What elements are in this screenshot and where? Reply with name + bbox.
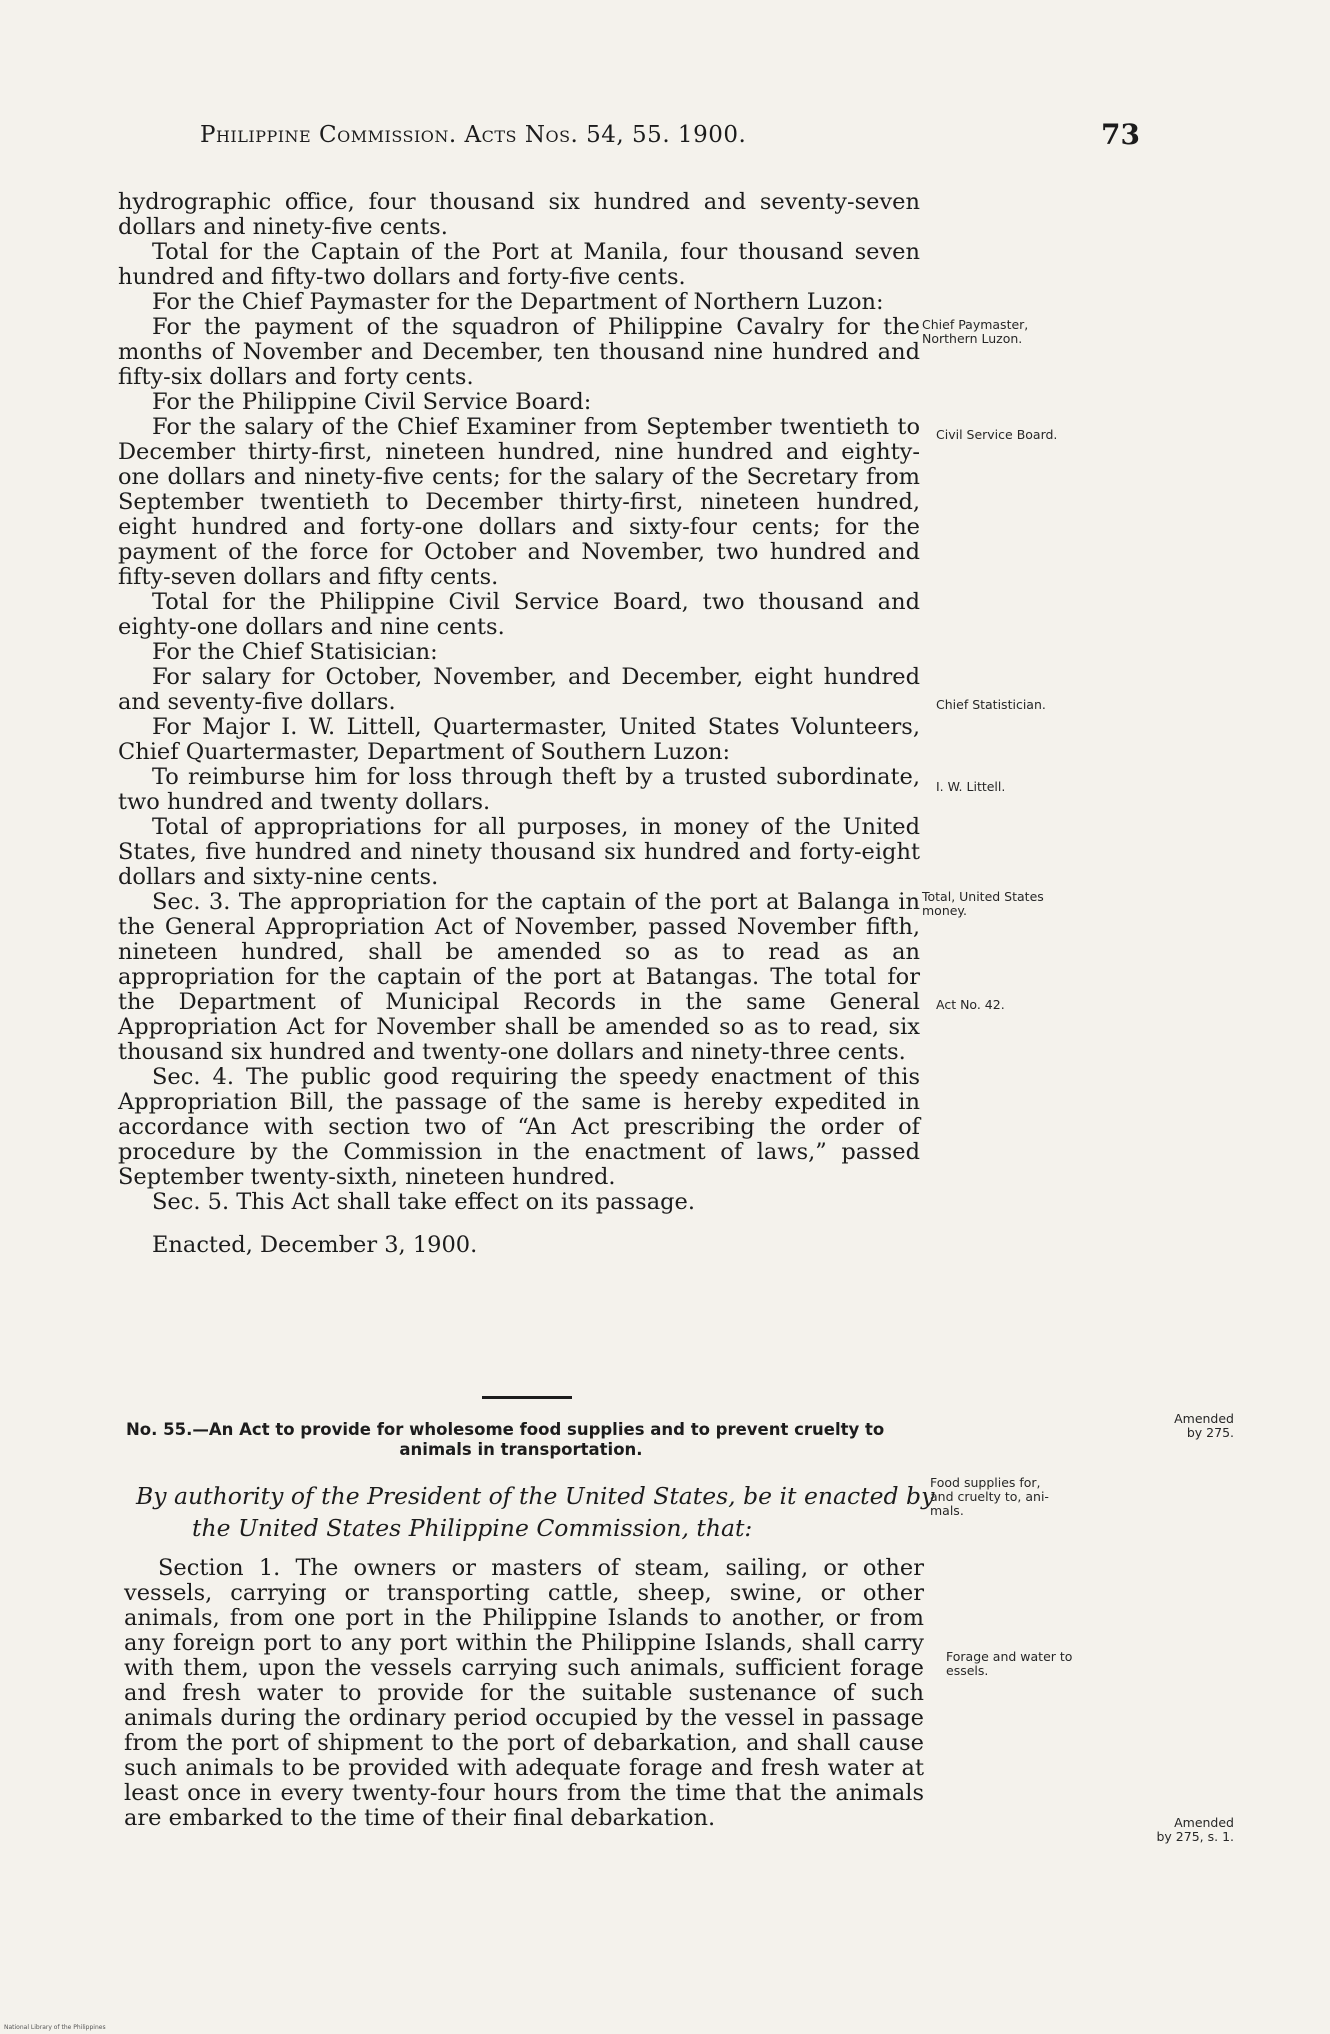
paragraph: For the salary of the Chief Examiner from September twentieth to December thirty-first, nineteen hundred, nine hundred and eighty-one dollars and ninety-five cents; for the salary of the Secretary from September twentieth to December thirty-first, nineteen hundred, eight hundred and forty-one dollars and sixty-four cents; for the payment of the force for October and November, two hundred and fifty-seven dollars and fifty cents. [118,414,920,590]
margin-note-line: Food supplies for, [930,1475,1041,1490]
margin-note [936,780,1005,794]
margin-note [1126,1816,1234,1844]
body-text [118,190,920,1258]
paragraph: Total for the Captain of the Port at Manila, four thousand seven hundred and fifty-two dollars and forty-five cents. [118,239,920,290]
paragraph: hydrographic office, four thousand six hundred and seventy-seven dollars and ninety-five cents. [118,189,920,240]
margin-note-line: money. [922,903,968,918]
margin-note-line: Civil Service Board. [936,427,1058,442]
running-title: Philippine Commission. Acts Nos. 54, 55. 1900. [200,122,747,148]
page-number: 73 [1101,118,1140,151]
act-heading-line: No. 55.—An Act to provide for wholesome food supplies and to prevent cruelty to [126,1420,885,1439]
margin-note-line: mals. [930,1503,964,1518]
margin-note-line: by 275. [1186,1425,1234,1440]
margin-note-line: Amended [1174,1815,1234,1830]
margin-note-line: I. W. Littell. [936,779,1006,794]
act-55-heading [126,1420,916,1460]
margin-note-line: Forage and water to [946,1649,1073,1664]
paragraph: For salary for October, November, and December, eight hundred and seventy-five dollars. [118,664,920,715]
paragraph: For the Chief Paymaster for the Department of Northern Luzon: [152,289,884,315]
section-1-text: Section 1. The owners or masters of steam, sailing, or other vessels, carrying or transporting cattle, sheep, swine, or other animals, from one port in the Philippine Islands to another, or from any foreign port to any port within the Philippine Islands, shall carry with them, upon the vessels carrying such animals, sufficient forage and fresh water to provide for the suitable sustenance of such animals during the ordinary period occupied by the vessel in passage from the port of shipment to the port of debarkation, and shall cause such animals to be provided with adequate forage and fresh water at least once in every twenty-four hours from the time that the animals are embarked to the time of their final debarkation. [124,1555,924,1831]
paragraph: For Major I. W. Littell, Quartermaster, United States Volunteers, Chief Quartermaster, Department of Southern Luzon: [118,714,920,765]
margin-note [1130,1412,1234,1440]
paragraph: For the payment of the squadron of Philippine Cavalry for the months of November and December, ten thousand nine hundred and fifty-six dollars and forty cents. [118,314,920,390]
act-heading-line: animals in transportation. [399,1440,643,1459]
margin-note [936,698,1046,712]
enacting-clause [136,1480,936,1544]
margin-note-line: Amended [1174,1411,1234,1426]
margin-note-line: and cruelty to, ani- [930,1489,1049,1504]
enacted-date: Enacted, December 3, 1900. [152,1232,478,1258]
paragraph: For the Chief Statisician: [152,639,438,665]
paragraph: To reimburse him for loss through theft by a trusted subordinate, two hundred and twenty dollars. [118,764,920,815]
margin-note-line: Northern Luzon. [922,331,1023,346]
section-5: Sec. 5. This Act shall take effect on its passage. [152,1189,695,1215]
margin-note-line: by 275, s. 1. [1156,1829,1234,1844]
section-divider [482,1396,572,1399]
paragraph: For the Philippine Civil Service Board: [152,389,592,415]
margin-note [930,1476,1049,1518]
enacting-line: By authority of the President of the United States, be it enacted by [136,1482,935,1510]
margin-note [922,890,1044,918]
section-4: Sec. 4. The public good requiring the speedy enactment of this Appropriation Bill, the passage of the same is hereby expedited in accordance with section two of “An Act prescribing the order of procedure by the Commission in the enactment of laws,” passed September twenty-sixth, nineteen hundred. [118,1064,920,1190]
footer-source: National Library of the Philippines [4,2024,106,2031]
margin-note-line: essels. [946,1663,989,1678]
margin-note [922,318,1028,346]
margin-note-line: Chief Paymaster, [922,317,1029,332]
margin-note-line: Act No. 42. [936,997,1005,1012]
enacting-line: the United States Philippine Commission, that: [192,1514,753,1542]
paragraph: Total of appropriations for all purposes, in money of the United States, five hundred and ninety thousand six hundred and forty-eight dollars and sixty-nine cents. [118,814,920,890]
running-head [200,118,1140,158]
margin-note-line: Chief Statistician. [936,697,1046,712]
margin-note-line: Total, United States [922,889,1044,904]
act-55-section-1 [124,1556,924,1831]
margin-note [936,998,1005,1012]
margin-note [946,1650,1072,1678]
paragraph: Total for the Philippine Civil Service Board, two thousand and eighty-one dollars and nine cents. [118,589,920,640]
section-3: Sec. 3. The appropriation for the captain of the port at Balanga in the General Appropriation Act of November, passed November fifth, nineteen hundred, shall be amended so as to read as an appropriation for the captain of the port at Batangas. The total for the Department of Municipal Records in the same General Appropriation Act for November shall be amended so as to read, six thousand six hundred and twenty-one dollars and ninety-three cents. [118,889,920,1065]
margin-note [936,428,1057,442]
